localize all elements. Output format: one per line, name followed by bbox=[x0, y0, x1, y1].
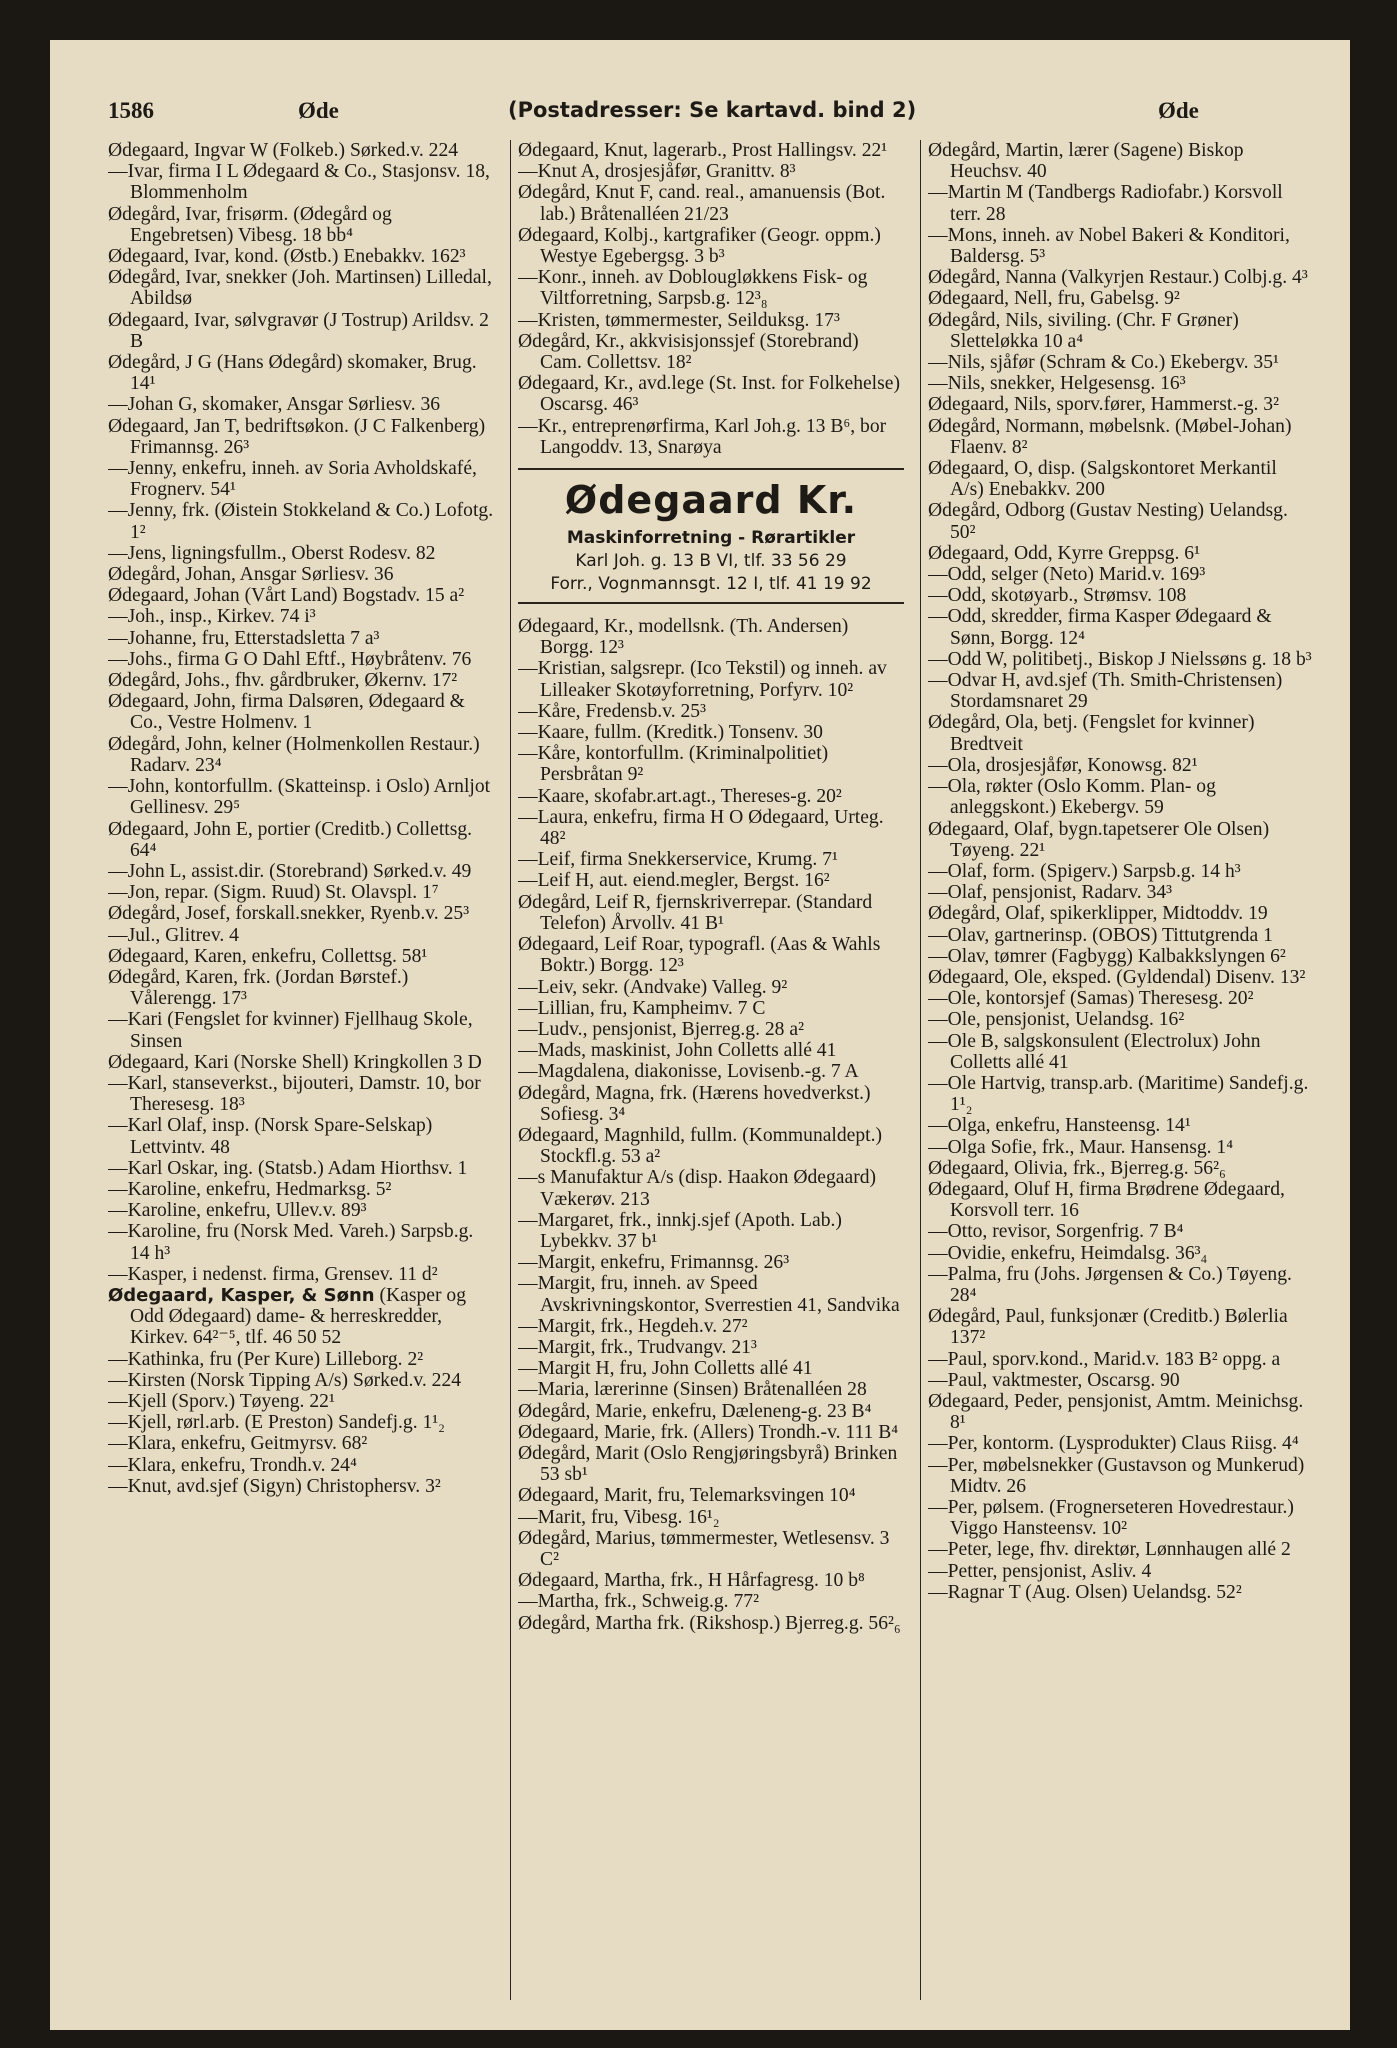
directory-entry bbox=[108, 1221, 494, 1263]
directory-entry bbox=[108, 500, 494, 542]
directory-entry bbox=[928, 500, 1314, 542]
entry-text: —Jenny, enkefru, inneh. av Soria Avholdskafé, Frognerv. 54¹ bbox=[108, 458, 477, 501]
directory-entry bbox=[928, 1221, 1314, 1242]
directory-entry bbox=[928, 670, 1314, 712]
entry-text: Ødegård, Martha frk. (Rikshosp.) Bjerreg.g. 56²₆ bbox=[518, 1612, 901, 1634]
entry-text: —Kirsten (Norsk Tipping A/s) Sørked.v. 224 bbox=[108, 1369, 462, 1391]
page-header bbox=[108, 98, 1288, 134]
entry-text: —Karl, stanseverkst., bijouteri, Damstr. 10, bor Theresesg. 18³ bbox=[108, 1072, 481, 1116]
directory-entry bbox=[928, 606, 1314, 648]
entry-text: Ødegård, Paul, funksjonær (Creditb.) Bølerlia 137² bbox=[928, 1306, 1288, 1349]
entry-text: —Ragnar T (Aug. Olsen) Uelandsg. 52² bbox=[928, 1581, 1242, 1603]
directory-entry bbox=[518, 977, 904, 998]
directory-entry bbox=[928, 946, 1314, 967]
entry-text: —Kr., entreprenørfirma, Karl Joh.g. 13 B⁶, bor Langoddv. 13, Snarøya bbox=[518, 415, 887, 458]
directory-entry bbox=[928, 543, 1314, 564]
entry-text: —Paul, sporv.kond., Marid.v. 183 B² oppg. a bbox=[928, 1348, 1281, 1370]
entry-text: —Margit, enkefru, Frimannsg. 26³ bbox=[518, 1252, 790, 1274]
entry-text: —Ludv., pensjonist, Bjerreg.g. 28 a² bbox=[518, 1018, 804, 1040]
directory-entry bbox=[518, 934, 904, 976]
directory-entry bbox=[108, 1158, 494, 1179]
directory-entry bbox=[518, 1167, 904, 1209]
directory-entry bbox=[108, 903, 494, 924]
entry-text: —Kasper, i nedenst. firma, Grensev. 11 d² bbox=[108, 1263, 438, 1285]
entry-text: Ødegaard, Ingvar W (Folkeb.) Sørked.v. 224 bbox=[108, 140, 459, 161]
entry-text: —Per, pølsem. (Frognerseteren Hovedrestaur.) Viggo Hansteensv. 10² bbox=[928, 1497, 1294, 1540]
directory-entry bbox=[928, 267, 1314, 288]
entry-text: —Ivar, firma I L Ødegaard & Co., Stasjonsv. 18, Blommenholm bbox=[108, 161, 490, 204]
entry-text: Ødegaard, Kr., modellsnk. (Th. Andersen) Borgg. 12³ bbox=[518, 616, 849, 659]
entry-text: Ødegård, Nils, siviling. (Chr. F Grøner) Sletteløkka 10 a⁴ bbox=[928, 309, 1239, 352]
directory-entry bbox=[518, 722, 904, 743]
entry-text: —Olga, enkefru, Hansteensg. 14¹ bbox=[928, 1115, 1191, 1137]
directory-entry bbox=[518, 416, 904, 458]
directory-entry bbox=[108, 204, 494, 246]
directory-entry bbox=[928, 1031, 1314, 1073]
directory-entry bbox=[928, 1433, 1314, 1454]
entry-text: Ødegård, Josef, forskall.snekker, Ryenb.v. 25³ bbox=[108, 903, 470, 925]
directory-page bbox=[50, 40, 1350, 2030]
directory-entry bbox=[518, 1273, 904, 1315]
entry-text: —Ole Hartvig, transp.arb. (Maritime) Sandefj.g. 1¹₂ bbox=[928, 1072, 1309, 1116]
entry-text: Ødegaard, Leif Roar, typografl. (Aas & Wahls Boktr.) Borgg. 12³ bbox=[518, 934, 881, 977]
directory-entry bbox=[518, 998, 904, 1019]
entry-text: —Magdalena, diakonisse, Lovisenb.-g. 7 A bbox=[518, 1061, 859, 1083]
directory-entry bbox=[108, 1073, 494, 1115]
entry-text: Ødegård, Normann, møbelsnk. (Møbel-Johan) Flaenv. 8² bbox=[928, 415, 1292, 458]
directory-entry bbox=[518, 1316, 904, 1337]
entry-text: —Marit, fru, Vibesg. 16¹₂ bbox=[518, 1506, 720, 1528]
entry-text: Ødegård, Magna, frk. (Hærens hovedverkst.) Sofiesg. 3⁴ bbox=[518, 1082, 871, 1125]
entry-text: Ødegaard, Olaf, bygn.tapetserer Ole Olsen) Tøyeng. 22¹ bbox=[928, 818, 1270, 861]
entry-text: —Ole, pensjonist, Uelandsg. 16² bbox=[928, 1009, 1185, 1031]
directory-entry bbox=[108, 1200, 494, 1221]
entry-text: —Karl Oskar, ing. (Statsb.) Adam Hiorthsv. 1 bbox=[108, 1157, 468, 1179]
entry-text: —Kari (Fengslet for kvinner) Fjellhaug Skole, Sinsen bbox=[108, 1009, 473, 1052]
directory-entry bbox=[928, 1264, 1314, 1306]
directory-column-2 bbox=[518, 140, 904, 2010]
directory-entry bbox=[928, 882, 1314, 903]
entry-text: —Knut, avd.sjef (Sigyn) Christophersv. 3² bbox=[108, 1475, 441, 1497]
directory-entry bbox=[108, 691, 494, 733]
entry-text: —Peter, lege, fhv. direktør, Lønnhaugen allé 2 bbox=[928, 1539, 1291, 1561]
directory-entry bbox=[108, 416, 494, 458]
directory-entry bbox=[108, 819, 494, 861]
entry-text: —John, kontorfullm. (Skatteinsp. i Oslo) Arnljot Gellinesv. 29⁵ bbox=[108, 776, 491, 819]
directory-entry bbox=[108, 564, 494, 585]
entry-bold-name: Ødegaard, Kasper, & Sønn bbox=[108, 1284, 375, 1306]
entry-text: —Margaret, frk., innkj.sjef (Apoth. Lab.) Lybekkv. 37 b¹ bbox=[518, 1209, 842, 1252]
directory-entry bbox=[518, 1613, 904, 1634]
entry-text: —Lillian, fru, Kampheimv. 7 C bbox=[518, 997, 766, 1019]
directory-entry bbox=[108, 1391, 494, 1412]
directory-entry bbox=[108, 267, 494, 309]
entry-text: —Ola, røkter (Oslo Komm. Plan- og anleggskont.) Ekebergv. 59 bbox=[928, 776, 1216, 819]
entry-text: —Odd W, politibetj., Biskop J Nielssøns g. 18 b³ bbox=[928, 648, 1312, 670]
directory-entry bbox=[928, 585, 1314, 606]
directory-entry bbox=[928, 988, 1314, 1009]
entry-text: —Olaf, pensjonist, Radarv. 34³ bbox=[928, 882, 1173, 904]
entry-text: —Leif, firma Snekkerservice, Krumg. 7¹ bbox=[518, 849, 838, 871]
entry-text: —Palma, fru (Johs. Jørgensen & Co.) Tøyeng. 28⁴ bbox=[928, 1263, 1292, 1306]
directory-entry bbox=[928, 564, 1314, 585]
entry-text: —Odvar H, avd.sjef (Th. Smith-Christensen) Stordamsnaret 29 bbox=[928, 670, 1283, 713]
entry-text: —s Manufaktur A/s (disp. Haakon Ødegaard) Vækerøv. 213 bbox=[518, 1167, 877, 1210]
directory-entry bbox=[928, 819, 1314, 861]
directory-entry bbox=[108, 458, 494, 500]
directory-entry bbox=[928, 755, 1314, 776]
directory-entry bbox=[108, 946, 494, 967]
entry-text: Ødegård, Odborg (Gustav Nesting) Uelandsg. 50² bbox=[928, 500, 1288, 543]
advertisement-address-2: Forr., Vognmannsgt. 12 I, tlf. 41 19 92 bbox=[550, 574, 872, 595]
entry-text: Ødegaard, Marie, frk. (Allers) Trondh.-v. 111 B⁴ bbox=[518, 1421, 899, 1443]
directory-entry bbox=[928, 225, 1314, 267]
directory-entry bbox=[518, 225, 904, 267]
column-2-entries-bottom bbox=[518, 616, 904, 1634]
directory-entry bbox=[108, 1115, 494, 1157]
entry-text: Ødegaard, Johan (Vårt Land) Bogstadv. 15 a² bbox=[108, 585, 465, 607]
directory-entry bbox=[928, 394, 1314, 415]
entry-text: —Knut A, drosjesjåfør, Granittv. 8³ bbox=[518, 161, 796, 183]
entry-text: Ødegård, Martin, lærer (Sagene) Biskop Heuchsv. 40 bbox=[928, 140, 1244, 183]
directory-entry bbox=[108, 1179, 494, 1200]
entry-text: Ødegaard, Kr., avd.lege (St. Inst. for Folkehelse) Oscarsg. 46³ bbox=[518, 373, 900, 416]
directory-entry bbox=[518, 1443, 904, 1485]
directory-entry bbox=[928, 1349, 1314, 1370]
directory-entry bbox=[928, 416, 1314, 458]
header-middle-note: (Postadresser: Se kartavd. bind 2) bbox=[508, 98, 917, 122]
entry-text: —Martha, frk., Schweig.g. 77² bbox=[518, 1591, 759, 1613]
directory-entry bbox=[518, 331, 904, 373]
entry-text: —Karl Olaf, insp. (Norsk Spare-Selskap) Lettvintv. 48 bbox=[108, 1115, 433, 1158]
directory-entry bbox=[518, 1379, 904, 1400]
entry-text: —Johanne, fru, Etterstadsletta 7 a³ bbox=[108, 627, 380, 649]
directory-entry bbox=[518, 1401, 904, 1422]
directory-entry bbox=[108, 585, 494, 606]
entry-text: —Ola, drosjesjåfør, Konowsg. 82¹ bbox=[928, 754, 1198, 776]
entry-text: Ødegård, Ivar, snekker (Joh. Martinsen) Lilledal, Abildsø bbox=[108, 267, 492, 310]
directory-entry bbox=[518, 1252, 904, 1273]
entry-text: —Jenny, frk. (Øistein Stokkeland & Co.) Lofotg. 1² bbox=[108, 500, 494, 543]
entry-text: Ødegaard, Nell, fru, Gabelsg. 9² bbox=[928, 288, 1180, 310]
directory-entry bbox=[518, 1019, 904, 1040]
directory-entry bbox=[518, 267, 904, 309]
advertisement-name: Ødegaard Kr. bbox=[564, 478, 858, 523]
directory-entry bbox=[108, 394, 494, 415]
entry-text: —Kaare, skofabr.art.agt., Thereses-g. 20² bbox=[518, 785, 842, 807]
directory-entry bbox=[108, 543, 494, 564]
entry-text: Ødegaard, Olivia, frk., Bjerreg.g. 56²₆ bbox=[928, 1157, 1226, 1179]
entry-text: —Kristen, tømmermester, Seilduksg. 17³ bbox=[518, 309, 840, 331]
entry-text: —Nils, snekker, Helgesensg. 16³ bbox=[928, 373, 1186, 395]
directory-entry bbox=[108, 628, 494, 649]
directory-entry bbox=[108, 246, 494, 267]
entry-text: Ødegård, Johan, Ansgar Sørliesv. 36 bbox=[108, 564, 394, 586]
directory-entry bbox=[928, 352, 1314, 373]
directory-entry bbox=[928, 1073, 1314, 1115]
directory-column-1 bbox=[108, 140, 494, 2010]
entry-text: Ødegård, Nanna (Valkyrjen Restaur.) Colbj.g. 4³ bbox=[928, 267, 1308, 289]
entry-text: —Margit H, fru, John Colletts allé 41 bbox=[518, 1358, 813, 1380]
directory-entry bbox=[928, 1158, 1314, 1179]
entry-text: —Ole B, salgskonsulent (Electrolux) John Colletts allé 41 bbox=[928, 1030, 1261, 1073]
directory-entry bbox=[928, 925, 1314, 946]
advertisement-box bbox=[518, 468, 904, 604]
entry-text: Ødegaard, O, disp. (Salgskontoret Merkantil A/s) Enebakkv. 200 bbox=[928, 458, 1277, 501]
entry-text: Ødegaard, John, firma Dalsøren, Ødegaard & Co., Vestre Holmenv. 1 bbox=[108, 691, 465, 734]
directory-entry bbox=[518, 701, 904, 722]
entry-text: Ødegaard, Knut, lagerarb., Prost Hallingsv. 22¹ bbox=[518, 140, 888, 161]
entry-text: Ødegård, Marit (Oslo Rengjøringsbyrå) Brinken 53 sb¹ bbox=[518, 1442, 898, 1486]
directory-entry bbox=[108, 734, 494, 776]
entry-text: —Mads, maskinist, John Colletts allé 41 bbox=[518, 1040, 837, 1062]
entry-text: —Ovidie, enkefru, Heimdalsg. 36³₄ bbox=[928, 1242, 1208, 1264]
directory-entry bbox=[928, 288, 1314, 309]
directory-entry bbox=[518, 892, 904, 934]
entry-text: —Karoline, enkefru, Hedmarksg. 5² bbox=[108, 1178, 392, 1200]
entry-text: —Kaare, fullm. (Kreditk.) Tonsenv. 30 bbox=[518, 722, 823, 744]
entry-text: —Joh., insp., Kirkev. 74 i³ bbox=[108, 606, 316, 628]
entry-text: Ødegård, Kr., akkvisisjonssjef (Storebrand) Cam. Collettsv. 18² bbox=[518, 330, 859, 374]
entry-text: —Margit, frk., Hegdeh.v. 27² bbox=[518, 1315, 748, 1337]
directory-entry bbox=[108, 1370, 494, 1391]
directory-entry bbox=[928, 310, 1314, 352]
directory-entry bbox=[928, 1009, 1314, 1030]
entry-text: —Odd, skredder, firma Kasper Ødegaard & Sønn, Borgg. 12⁴ bbox=[928, 606, 1272, 649]
directory-entry bbox=[108, 161, 494, 203]
entry-text: Ødegaard, Ole, eksped. (Gyldendal) Disenv. 13² bbox=[928, 966, 1306, 988]
directory-entry bbox=[108, 1455, 494, 1476]
directory-entry bbox=[928, 1306, 1314, 1348]
directory-entry bbox=[108, 1285, 494, 1349]
directory-entry bbox=[928, 458, 1314, 500]
directory-entry bbox=[108, 352, 494, 394]
directory-entry bbox=[518, 786, 904, 807]
directory-entry bbox=[928, 182, 1314, 224]
entry-text: Ødegaard, John E, portier (Creditb.) Collettsg. 64⁴ bbox=[108, 818, 473, 861]
directory-entry bbox=[518, 1358, 904, 1379]
header-right-keyword: Øde bbox=[1158, 98, 1199, 123]
entry-text: —Kjell (Sporv.) Tøyeng. 22¹ bbox=[108, 1390, 335, 1412]
entry-text: Ødegaard, Ivar, sølvgravør (J Tostrup) Arildsv. 2 B bbox=[108, 309, 489, 352]
entry-text: Ødegård, Leif R, fjernskriverrepar. (Standard Telefon) Årvollv. 41 B¹ bbox=[518, 891, 873, 934]
directory-entry bbox=[108, 649, 494, 670]
entry-text: —Karoline, fru (Norsk Med. Vareh.) Sarpsb.g. 14 h³ bbox=[108, 1221, 474, 1264]
directory-entry bbox=[518, 1570, 904, 1591]
entry-text: Ødegård, Ivar, frisørm. (Ødegård og Engebretsen) Vibesg. 18 bb⁴ bbox=[108, 203, 392, 246]
directory-entry bbox=[518, 658, 904, 700]
directory-entry bbox=[928, 776, 1314, 818]
directory-entry bbox=[518, 807, 904, 849]
entry-text: —Maria, lærerinne (Sinsen) Bråtenalléen 28 bbox=[518, 1379, 867, 1401]
directory-entry bbox=[518, 849, 904, 870]
directory-entry bbox=[108, 1009, 494, 1051]
directory-entry bbox=[108, 1349, 494, 1370]
page-number: 1586 bbox=[108, 98, 154, 123]
column-2-entries-top bbox=[518, 140, 904, 458]
directory-entry bbox=[928, 967, 1314, 988]
directory-entry bbox=[108, 606, 494, 627]
directory-entry bbox=[108, 670, 494, 691]
directory-entry bbox=[518, 870, 904, 891]
directory-entry bbox=[928, 140, 1314, 182]
directory-entry bbox=[928, 1561, 1314, 1582]
directory-entry bbox=[108, 1476, 494, 1497]
entry-text: Ødegaard, Oluf H, firma Brødrene Ødegaard, Korsvoll terr. 16 bbox=[928, 1178, 1285, 1222]
advertisement-subtitle: Maskinforretning - Rørartikler bbox=[566, 528, 856, 549]
entry-text: —Kristian, salgsrepr. (Ico Tekstil) og inneh. av Lilleaker Skotøyforretning, Porfyrv. 10² bbox=[518, 658, 887, 701]
entry-text: Ødegård, Johs., fhv. gårdbruker, Økernv. 17² bbox=[108, 670, 458, 692]
entry-text: —Nils, sjåfør (Schram & Co.) Ekebergv. 35¹ bbox=[928, 352, 1279, 374]
directory-entry bbox=[518, 743, 904, 785]
entry-text: Ødegaard, Odd, Kyrre Greppsg. 6¹ bbox=[928, 542, 1200, 564]
entry-text: —Margit, fru, inneh. av Speed Avskrivningskontor, Sverrestien 41, Sandvika bbox=[518, 1273, 900, 1316]
directory-entry bbox=[518, 1485, 904, 1506]
entry-text: —Margit, frk., Trudvangv. 21³ bbox=[518, 1336, 757, 1358]
directory-entry bbox=[108, 140, 494, 161]
entry-text: —Karoline, enkefru, Ullev.v. 89³ bbox=[108, 1200, 367, 1222]
entry-text: —Leiv, sekr. (Andvake) Valleg. 9² bbox=[518, 976, 788, 998]
entry-text: —Martin M (Tandbergs Radiofabr.) Korsvoll terr. 28 bbox=[928, 182, 1283, 225]
directory-entry bbox=[928, 1137, 1314, 1158]
directory-entry bbox=[518, 373, 904, 415]
directory-entry bbox=[928, 649, 1314, 670]
entry-text: —Konr., inneh. av Doblougløkkens Fisk- og Viltforretning, Sarpsb.g. 12³₈ bbox=[518, 267, 868, 310]
entry-text: —Olav, gartnerinsp. (OBOS) Tittutgrenda 1 bbox=[928, 924, 1273, 946]
entry-text: Ødegaard, Ivar, kond. (Østb.) Enebakkv. 162³ bbox=[108, 246, 466, 268]
entry-text: (Kasper og Odd Ødegaard) dame- & herreskredder, Kirkev. 64²⁻⁵, tlf. 46 50 52 bbox=[130, 1284, 467, 1349]
entry-text: —Odd, selger (Neto) Marid.v. 169³ bbox=[928, 564, 1206, 586]
directory-entry bbox=[108, 1433, 494, 1454]
entry-text: —John L, assist.dir. (Storebrand) Sørked.v. 49 bbox=[108, 860, 472, 882]
entry-text: —Kathinka, fru (Per Kure) Lilleborg. 2² bbox=[108, 1348, 424, 1370]
entry-text: —Kjell, rørl.arb. (E Preston) Sandefj.g. 1¹₂ bbox=[108, 1412, 446, 1434]
entry-text: Ødegaard, Kari (Norske Shell) Kringkollen 3 D bbox=[108, 1051, 482, 1073]
directory-entry bbox=[108, 925, 494, 946]
entry-text: Ødegaard, Magnhild, fullm. (Kommunaldept.) Stockfl.g. 53 a² bbox=[518, 1124, 883, 1168]
directory-entry bbox=[928, 1243, 1314, 1264]
entry-text: —Leif H, aut. eiend.megler, Bergst. 16² bbox=[518, 870, 830, 892]
directory-entry bbox=[518, 1507, 904, 1528]
directory-entry bbox=[928, 1455, 1314, 1497]
directory-entry bbox=[108, 1412, 494, 1433]
directory-entry bbox=[518, 1061, 904, 1082]
entry-text: —Jens, ligningsfullm., Oberst Rodesv. 82 bbox=[108, 542, 436, 564]
entry-text: Ødegaard, Nils, sporv.fører, Hammerst.-g. 3² bbox=[928, 394, 1279, 416]
entry-text: Ødegård, Ola, betj. (Fengslet for kvinner) Bredtveit bbox=[928, 712, 1255, 755]
directory-entry bbox=[108, 1052, 494, 1073]
entry-text: Ødegård, J G (Hans Ødegård) skomaker, Brug. 14¹ bbox=[108, 352, 477, 395]
directory-entry bbox=[108, 1264, 494, 1285]
directory-entry bbox=[518, 1083, 904, 1125]
directory-entry bbox=[518, 1125, 904, 1167]
directory-entry bbox=[518, 616, 904, 658]
entry-text: —Klara, enkefru, Geitmyrsv. 68² bbox=[108, 1433, 368, 1455]
entry-text: —Odd, skotøyarb., Strømsv. 108 bbox=[928, 585, 1187, 607]
entry-text: —Olaf, form. (Spigerv.) Sarpsb.g. 14 h³ bbox=[928, 860, 1241, 882]
entry-text: —Olga Sofie, frk., Maur. Hansensg. 1⁴ bbox=[928, 1136, 1234, 1158]
entry-text: —Petter, pensjonist, Asliv. 4 bbox=[928, 1560, 1152, 1582]
directory-entry bbox=[518, 182, 904, 224]
directory-entry bbox=[518, 161, 904, 182]
entry-text: Ødegaard, Martha, frk., H Hårfagresg. 10 b⁸ bbox=[518, 1570, 865, 1592]
entry-text: —Klara, enkefru, Trondh.v. 24⁴ bbox=[108, 1454, 357, 1476]
entry-text: Ødegaard, Peder, pensjonist, Amtm. Meinichsg. 8¹ bbox=[928, 1390, 1304, 1434]
directory-entry bbox=[518, 1422, 904, 1443]
directory-entry bbox=[928, 903, 1314, 924]
column-divider bbox=[920, 140, 921, 2000]
entry-text: Ødegård, John, kelner (Holmenkollen Restaur.) Radarv. 23⁴ bbox=[108, 733, 480, 776]
directory-column-3 bbox=[928, 140, 1314, 2010]
directory-entry bbox=[928, 1179, 1314, 1221]
directory-entry bbox=[928, 1497, 1314, 1539]
entry-text: —Ole, kontorsjef (Samas) Theresesg. 20² bbox=[928, 988, 1254, 1010]
directory-entry bbox=[518, 1591, 904, 1612]
entry-text: Ødegaard, Jan T, bedriftsøkon. (J C Falkenberg) Frimannsg. 26³ bbox=[108, 415, 486, 458]
directory-entry bbox=[518, 1337, 904, 1358]
advertisement-address-1: Karl Joh. g. 13 B VI, tlf. 33 56 29 bbox=[575, 551, 847, 572]
entry-text: Ødegaard, Marit, fru, Telemarksvingen 10⁴ bbox=[518, 1485, 856, 1507]
entry-text: —Mons, inneh. av Nobel Bakeri & Konditori, Baldersg. 5³ bbox=[928, 224, 1290, 268]
directory-entry bbox=[518, 140, 904, 161]
directory-entry bbox=[928, 1391, 1314, 1433]
entry-text: Ødegård, Marius, tømmermester, Wetlesensv. 3 C² bbox=[518, 1527, 890, 1570]
entry-text: —Kåre, Fredensb.v. 25³ bbox=[518, 700, 706, 722]
entry-text: —Johan G, skomaker, Ansgar Sørliesv. 36 bbox=[108, 394, 441, 416]
entry-text: —Per, møbelsnekker (Gustavson og Munkerud) Midtv. 26 bbox=[928, 1454, 1305, 1497]
directory-entry bbox=[108, 882, 494, 903]
directory-entry bbox=[518, 310, 904, 331]
entry-text: —Johs., firma G O Dahl Eftf., Høybråtenv. 76 bbox=[108, 648, 472, 670]
directory-entry bbox=[928, 1582, 1314, 1603]
entry-text: —Jon, repar. (Sigm. Ruud) St. Olavspl. 1⁷ bbox=[108, 882, 439, 904]
entry-text: Ødegaard, Karen, enkefru, Collettsg. 58¹ bbox=[108, 945, 428, 967]
directory-entry bbox=[928, 861, 1314, 882]
directory-entry bbox=[928, 1115, 1314, 1136]
entry-text: —Per, kontorm. (Lysprodukter) Claus Riisg. 4⁴ bbox=[928, 1433, 1299, 1455]
directory-entry bbox=[108, 861, 494, 882]
entry-text: Ødegaard, Kolbj., kartgrafiker (Geogr. oppm.) Westye Egebergsg. 3 b³ bbox=[518, 224, 881, 268]
directory-entry bbox=[108, 776, 494, 818]
entry-text: Ødegård, Marie, enkefru, Dæleneng-g. 23 B⁴ bbox=[518, 1400, 872, 1422]
column-divider bbox=[510, 140, 511, 2000]
directory-entry bbox=[518, 1040, 904, 1061]
entry-text: Ødegård, Knut F, cand. real., amanuensis (Bot. lab.) Bråtenalléen 21/23 bbox=[518, 182, 886, 225]
directory-entry bbox=[928, 712, 1314, 754]
directory-entry bbox=[518, 1528, 904, 1570]
directory-entry bbox=[518, 1210, 904, 1252]
entry-text: —Laura, enkefru, firma H O Ødegaard, Urteg. 48² bbox=[518, 806, 884, 850]
directory-entry bbox=[928, 373, 1314, 394]
directory-entry bbox=[108, 310, 494, 352]
entry-text: Ødegård, Olaf, spikerklipper, Midtoddv. 19 bbox=[928, 903, 1268, 925]
directory-entry bbox=[928, 1370, 1314, 1391]
header-left-keyword: Øde bbox=[298, 98, 339, 123]
entry-text: —Jul., Glitrev. 4 bbox=[108, 924, 239, 946]
entry-text: —Otto, revisor, Sorgenfrig. 7 B⁴ bbox=[928, 1221, 1184, 1243]
entry-text: —Olav, tømrer (Fagbygg) Kalbakkslyngen 6² bbox=[928, 945, 1286, 967]
entry-text: —Paul, vaktmester, Oscarsg. 90 bbox=[928, 1369, 1180, 1391]
entry-text: —Kåre, kontorfullm. (Kriminalpolitiet) Persbråtan 9² bbox=[518, 743, 829, 786]
directory-entry bbox=[928, 1539, 1314, 1560]
entry-text: Ødegård, Karen, frk. (Jordan Børstef.) Vålerengg. 17³ bbox=[108, 966, 409, 1010]
directory-entry bbox=[108, 967, 494, 1009]
